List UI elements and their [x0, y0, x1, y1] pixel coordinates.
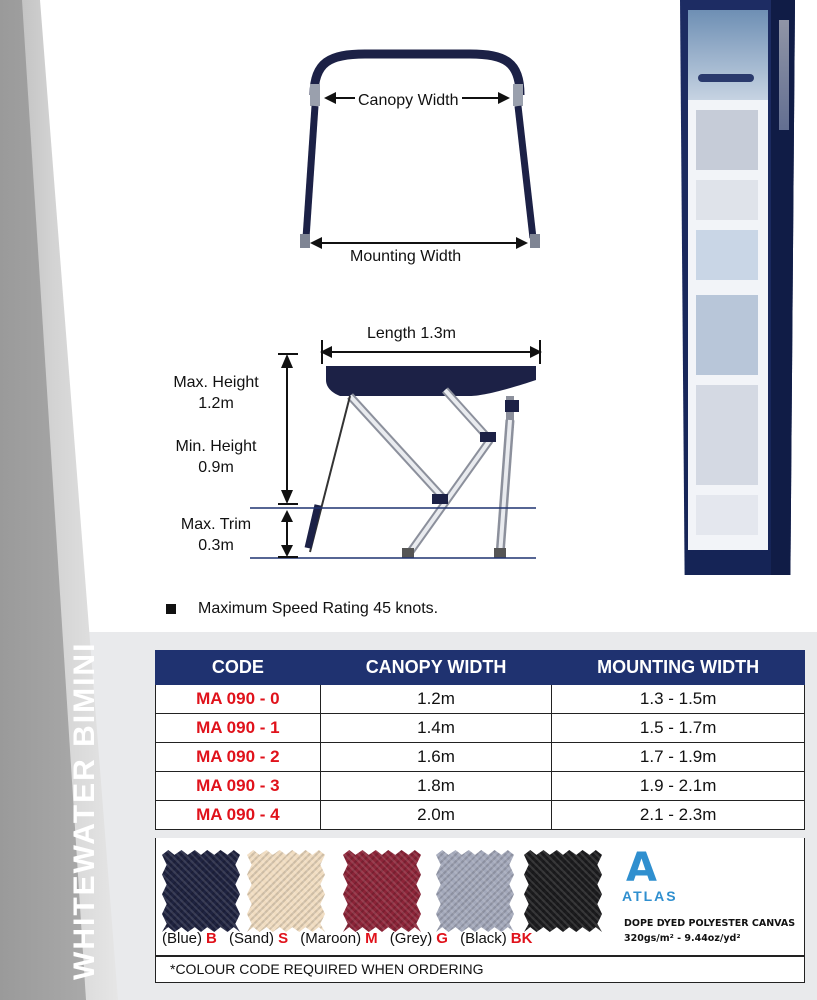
swatch-code: M: [365, 930, 378, 947]
atlas-logo: [616, 845, 802, 948]
max-height-value: 1.2m: [198, 395, 234, 412]
table-row: [156, 714, 805, 743]
colour-swatch-panel: [155, 838, 805, 956]
product-code: MA 090 - 2: [156, 743, 321, 772]
canvas-description: DOPE DYED POLYESTER CANVAS: [624, 918, 796, 929]
swatch-code: B: [206, 930, 217, 947]
min-height-value: 0.9m: [198, 459, 234, 476]
min-height-title: Min. Height: [175, 438, 257, 455]
max-trim-label: [156, 514, 276, 556]
side-view-frame: [250, 340, 542, 558]
mounting-width: 1.7 - 1.9m: [552, 743, 805, 772]
swatch-name: (Grey): [389, 930, 433, 947]
swatch-name: (Blue): [162, 930, 203, 947]
col-header-canopy-width: CANOPY WIDTH: [320, 651, 552, 685]
product-code: MA 090 - 1: [156, 714, 321, 743]
mounting-width: 1.3 - 1.5m: [552, 685, 805, 714]
canopy-width: 1.4m: [320, 714, 552, 743]
swatch-maroon: [343, 850, 421, 932]
max-height-title: Max. Height: [173, 374, 259, 391]
atlas-mark-icon: A: [626, 845, 657, 891]
swatch-name: (Maroon): [300, 930, 362, 947]
side-title: WHITEWATER BIMINI: [68, 641, 101, 980]
ordering-note: *COLOUR CODE REQUIRED WHEN ORDERING: [155, 956, 805, 983]
max-trim-value: 0.3m: [198, 537, 234, 554]
table-row: [156, 772, 805, 801]
swatch-blue: [162, 850, 240, 932]
product-code: MA 090 - 0: [156, 685, 321, 714]
swatch-labels: [162, 930, 540, 947]
swatch-grey: [436, 850, 514, 932]
mounting-width: 1.5 - 1.7m: [552, 714, 805, 743]
product-code: MA 090 - 4: [156, 801, 321, 830]
speed-rating-text: Maximum Speed Rating 45 knots.: [198, 600, 439, 617]
length-label: Length 1.3m: [364, 325, 459, 343]
max-height-label: [156, 372, 276, 414]
swatch-code: BK: [510, 930, 533, 947]
bullet-icon: [166, 604, 176, 614]
mounting-width: 1.9 - 2.1m: [552, 772, 805, 801]
table-header-row: [156, 651, 805, 685]
swatch-name: (Sand): [229, 930, 275, 947]
table-row: [156, 685, 805, 714]
swatch-code: G: [436, 930, 448, 947]
canopy-width: 1.8m: [320, 772, 552, 801]
table-row: [156, 801, 805, 830]
mounting-width: 2.1 - 2.3m: [552, 801, 805, 830]
max-trim-title: Max. Trim: [180, 516, 252, 533]
col-header-mounting-width: MOUNTING WIDTH: [552, 651, 805, 685]
mounting-width-label: Mounting Width: [347, 248, 464, 266]
canopy-width: 1.6m: [320, 743, 552, 772]
swatch-name: (Black): [460, 930, 507, 947]
table-row: [156, 743, 805, 772]
product-code: MA 090 - 3: [156, 772, 321, 801]
swatch-code: S: [278, 930, 289, 947]
min-height-label: [156, 436, 276, 478]
product-box-face: [688, 10, 768, 550]
canopy-width: 2.0m: [320, 801, 552, 830]
swatch-sand: [247, 850, 325, 932]
col-header-code: CODE: [156, 651, 321, 685]
speed-rating: [166, 600, 438, 618]
front-view-frame: [300, 54, 540, 249]
canopy-width-label: Canopy Width: [355, 92, 462, 110]
canopy-width: 1.2m: [320, 685, 552, 714]
swatch-black: [524, 850, 602, 932]
canvas-weight: 320gs/m² - 9.44oz/yd²: [624, 933, 741, 944]
spec-table: [155, 650, 805, 830]
atlas-wordmark: ATLAS: [622, 888, 678, 904]
product-box-image: [680, 0, 795, 575]
